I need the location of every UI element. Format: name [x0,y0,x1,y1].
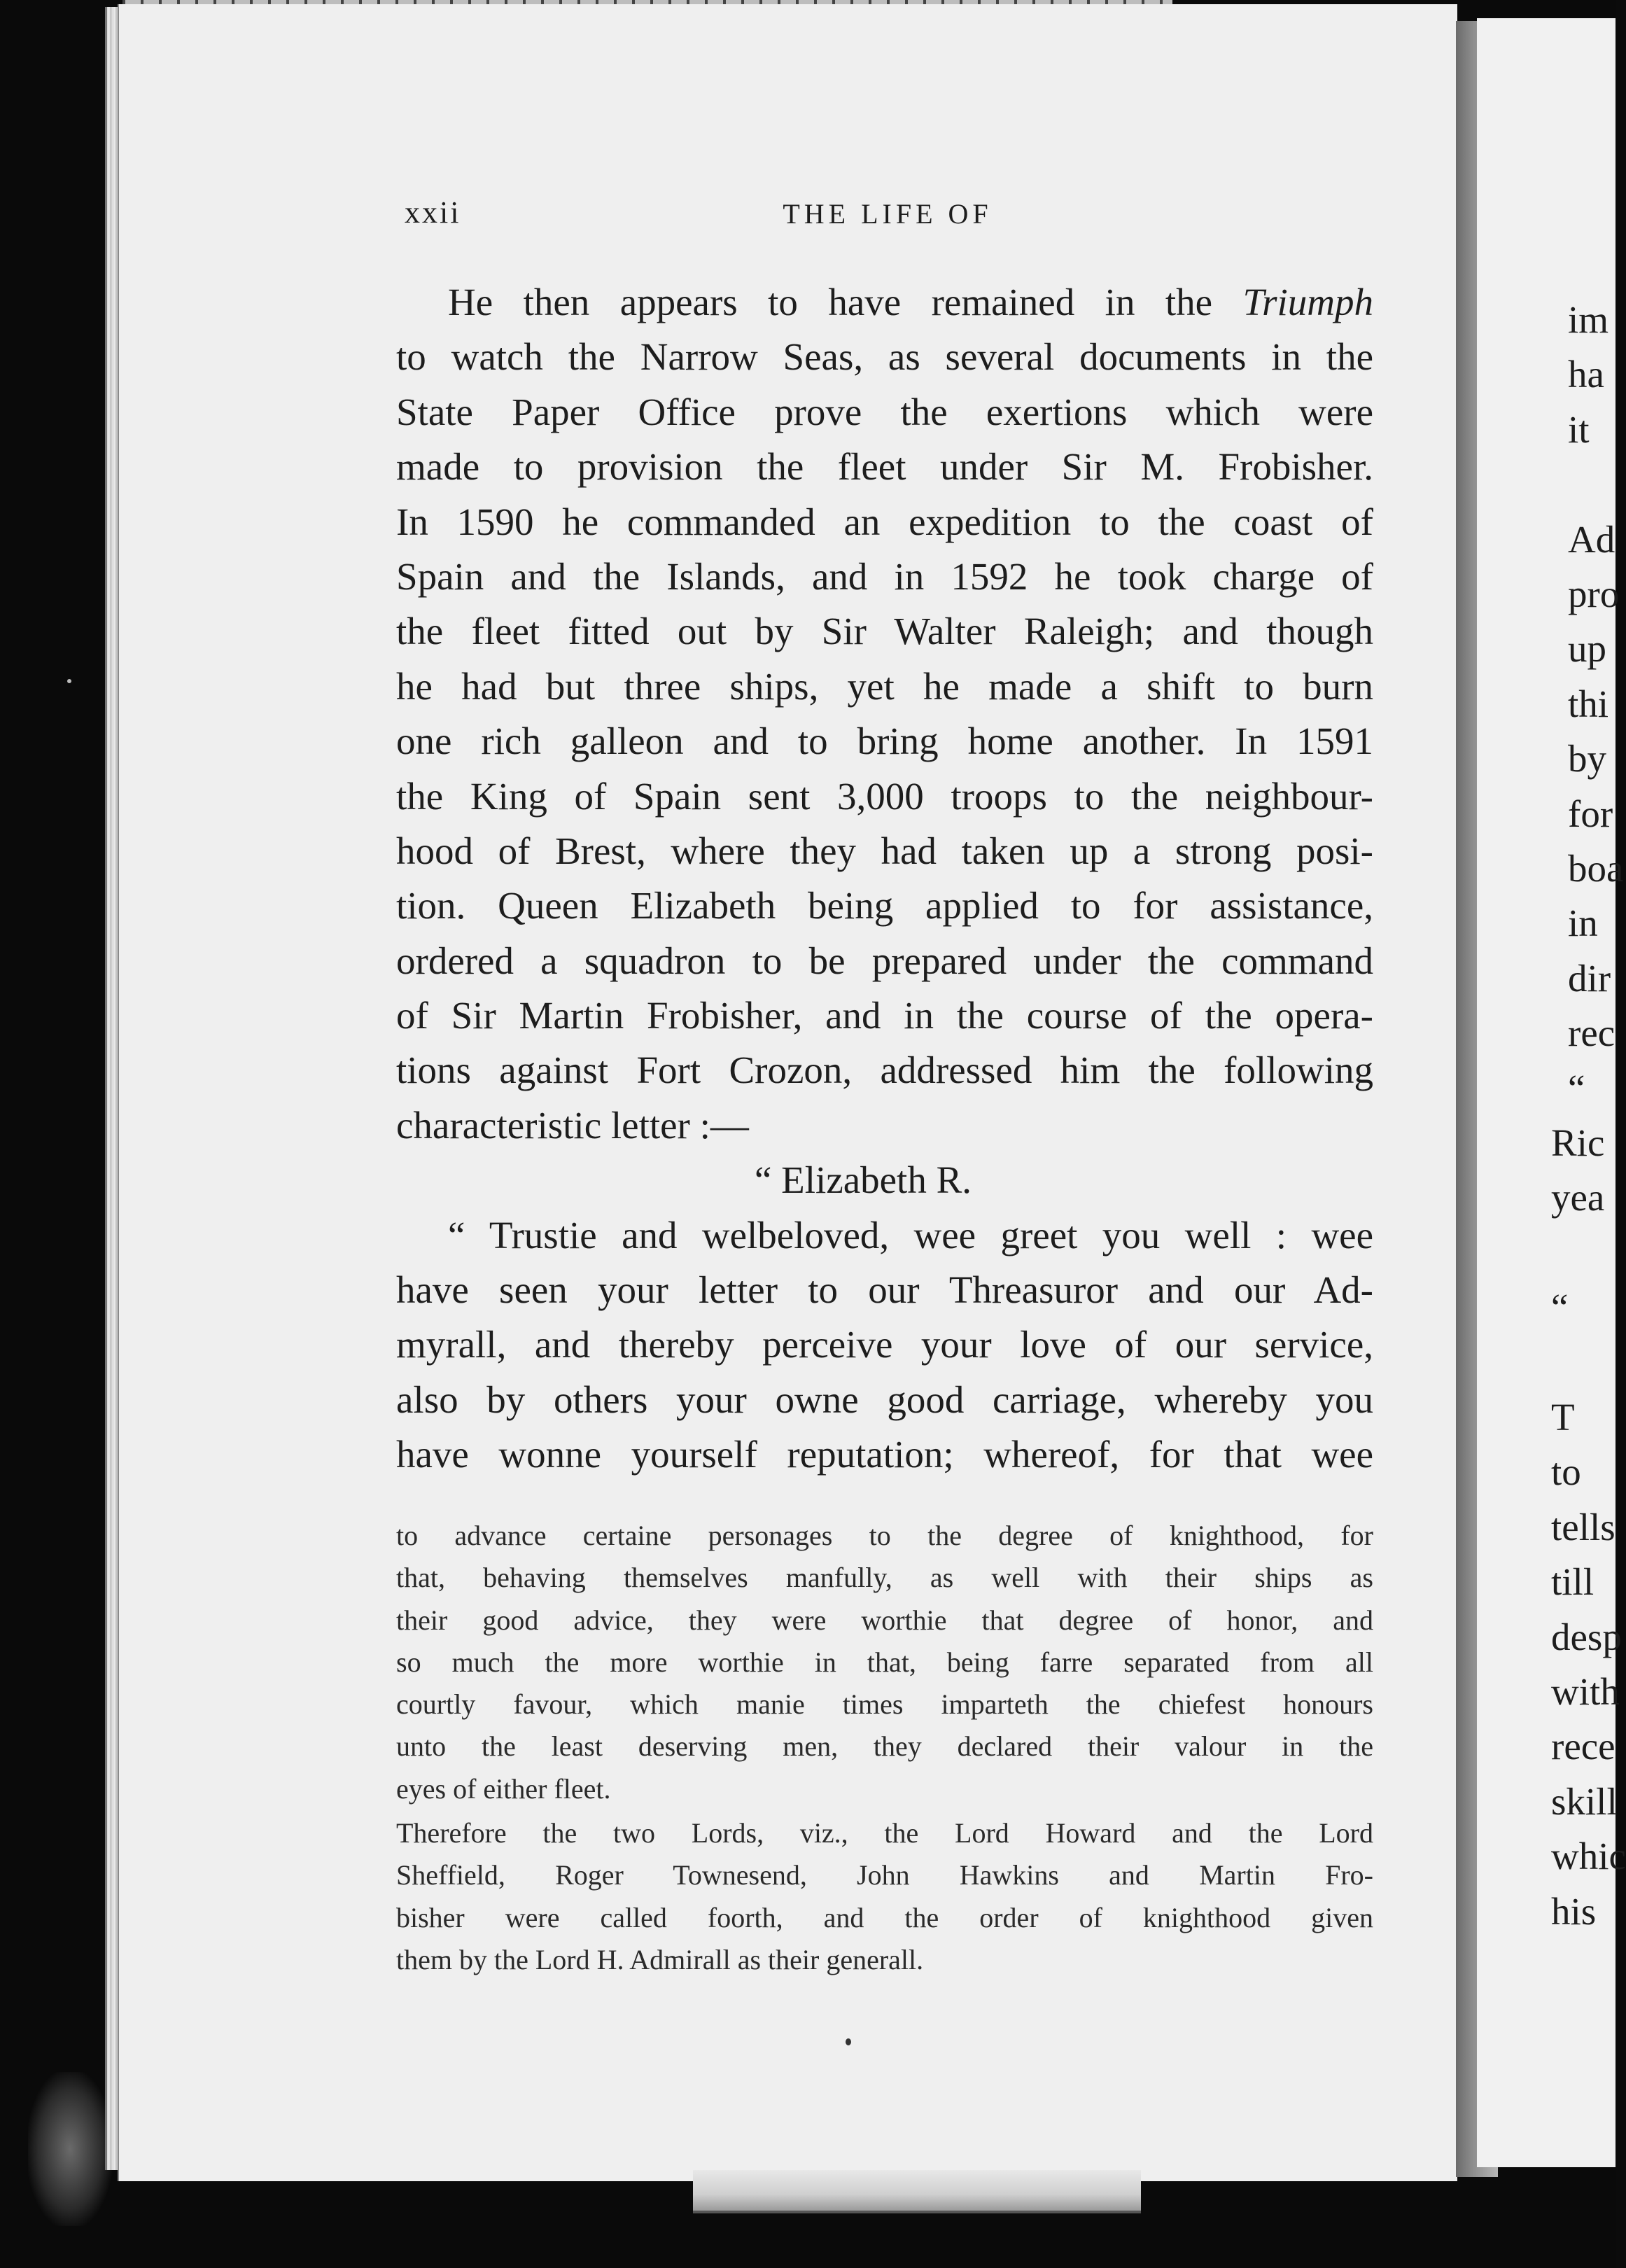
adjacent-page-fragment: till [1551,1560,1595,1604]
running-head [405,195,1371,237]
footnote-line: so much the more worthie in that, being farre separated from all [396,1646,1373,1678]
adjacent-page-fragment: pro [1568,573,1620,615]
adjacent-page-fragment: his [1551,1889,1597,1933]
adjacent-page-fragment: dir [1568,956,1611,1000]
bottom-page-edge [693,2170,1141,2213]
adjacent-page-fragment: “ [1568,1066,1585,1110]
footnote-line: eyes of either fleet. [396,1772,611,1805]
body-line: made to provision the fleet under Sir M. Frobisher. [396,445,1373,489]
body-line: State Paper Office prove the exertions which were [396,390,1373,433]
letter-line: have seen your letter to our Threasuror and our Ad- [396,1268,1373,1312]
adjacent-page-fragment: up [1568,627,1606,671]
adjacent-page-fragment: skill [1551,1779,1618,1823]
ship-name: Triumph [1242,281,1373,323]
adjacent-page-fragment: T [1551,1396,1575,1438]
body-text [396,275,1373,1483]
adjacent-page-fragment: to [1551,1450,1581,1494]
adjacent-page-fragment: whic [1551,1835,1626,1878]
adjacent-page-fragment: desp [1551,1615,1622,1658]
letter-line: have wonne yourself reputation; whereof, for that wee [396,1433,1373,1476]
adjacent-page-fragment: for [1568,792,1613,835]
body-line: of Sir Martin Frobisher, and in the course of the opera- [396,994,1373,1037]
adjacent-page-fragment: Ad [1568,517,1616,561]
footnote-line: their good advice, they were worthie that degree of honor, and [396,1604,1373,1636]
footnote [396,1515,1373,1810]
body-line: the fleet fitted out by Sir Walter Raleigh; and though [396,610,1373,653]
page-mark [846,2038,851,2045]
body-line: characteristic letter :— [396,1103,749,1147]
letter-line: also by others your owne good carriage, whereby you [396,1378,1373,1421]
body-line: one rich galleon and to bring home another. In 1591 [396,720,1373,763]
scan-speck [67,679,71,683]
adjacent-page-fragment: ha [1568,353,1604,396]
body-line: to watch the Narrow Seas, as several documents in the [396,335,1373,379]
adjacent-page-fragment: in [1568,902,1598,945]
footnote-paragraph [396,1812,1373,1981]
body-line: In 1590 he commanded an expedition to the coast of [396,500,1373,543]
letter-salutation: “ Elizabeth R. [755,1158,972,1202]
body-line: tions against Fort Crozon, addressed him the following [396,1049,1373,1092]
body-line: Spain and the Islands, and in 1592 he took charge of [396,554,1373,598]
footnote-line: them by the Lord H. Admirall as their generall. [396,1943,924,1975]
letter-line: “ Trustie and welbeloved, wee greet you well : wee [448,1213,1373,1256]
page-number: xxii [405,195,461,230]
adjacent-page-fragment: with [1551,1670,1620,1713]
footnote-line: bisher were called foorth, and the order of knighthood given [396,1901,1373,1933]
adjacent-page-fragment: Ric [1551,1121,1605,1164]
adjacent-page-fragment: rece [1551,1725,1616,1768]
body-line: He then appears to have remained in the Triumph [448,281,1373,323]
letter-line: myrall, and thereby perceive your love of our service, [396,1323,1373,1366]
adjacent-page-fragment: it [1568,407,1590,451]
adjacent-page-fragment: rec [1568,1011,1616,1055]
adjacent-page-fragment: yea [1551,1176,1605,1219]
adjacent-page-fragment: thi [1568,682,1609,725]
adjacent-page-fragment: “ [1551,1286,1569,1329]
adjacent-page-fragment: by [1568,737,1606,780]
body-line: the King of Spain sent 3,000 troops to the neighbour- [396,774,1373,818]
body-line: hood of Brest, where they had taken up a strong posi- [396,829,1373,872]
body-line: ordered a squadron to be prepared under the command [396,939,1373,982]
footnote-line: Sheffield, Roger Townesend, John Hawkins and Martin Fro- [396,1859,1373,1891]
body-line: tion. Queen Elizabeth being applied to for assistance, [396,884,1373,927]
footnote-line: that, behaving themselves manfully, as well with their ships as [396,1562,1373,1594]
adjacent-page-fragment: tells [1551,1505,1616,1548]
adjacent-page-fragment: boa [1568,847,1624,890]
adjacent-page-fragment: im [1568,298,1609,341]
scan-glare [28,2072,112,2226]
footnote-line: unto the least deserving men, they declared their valour in the [396,1730,1373,1763]
body-line: he had but three ships, yet he made a shift to burn [396,664,1373,708]
footnote-line: courtly favour, which manie times imparteth the chiefest honours [396,1688,1373,1721]
footnote-line: to advance certaine personages to the degree of knighthood, for [396,1520,1373,1551]
footnote-line: Therefore the two Lords, viz., the Lord Howard and the Lord [396,1817,1373,1849]
running-title: THE LIFE OF [783,198,993,230]
